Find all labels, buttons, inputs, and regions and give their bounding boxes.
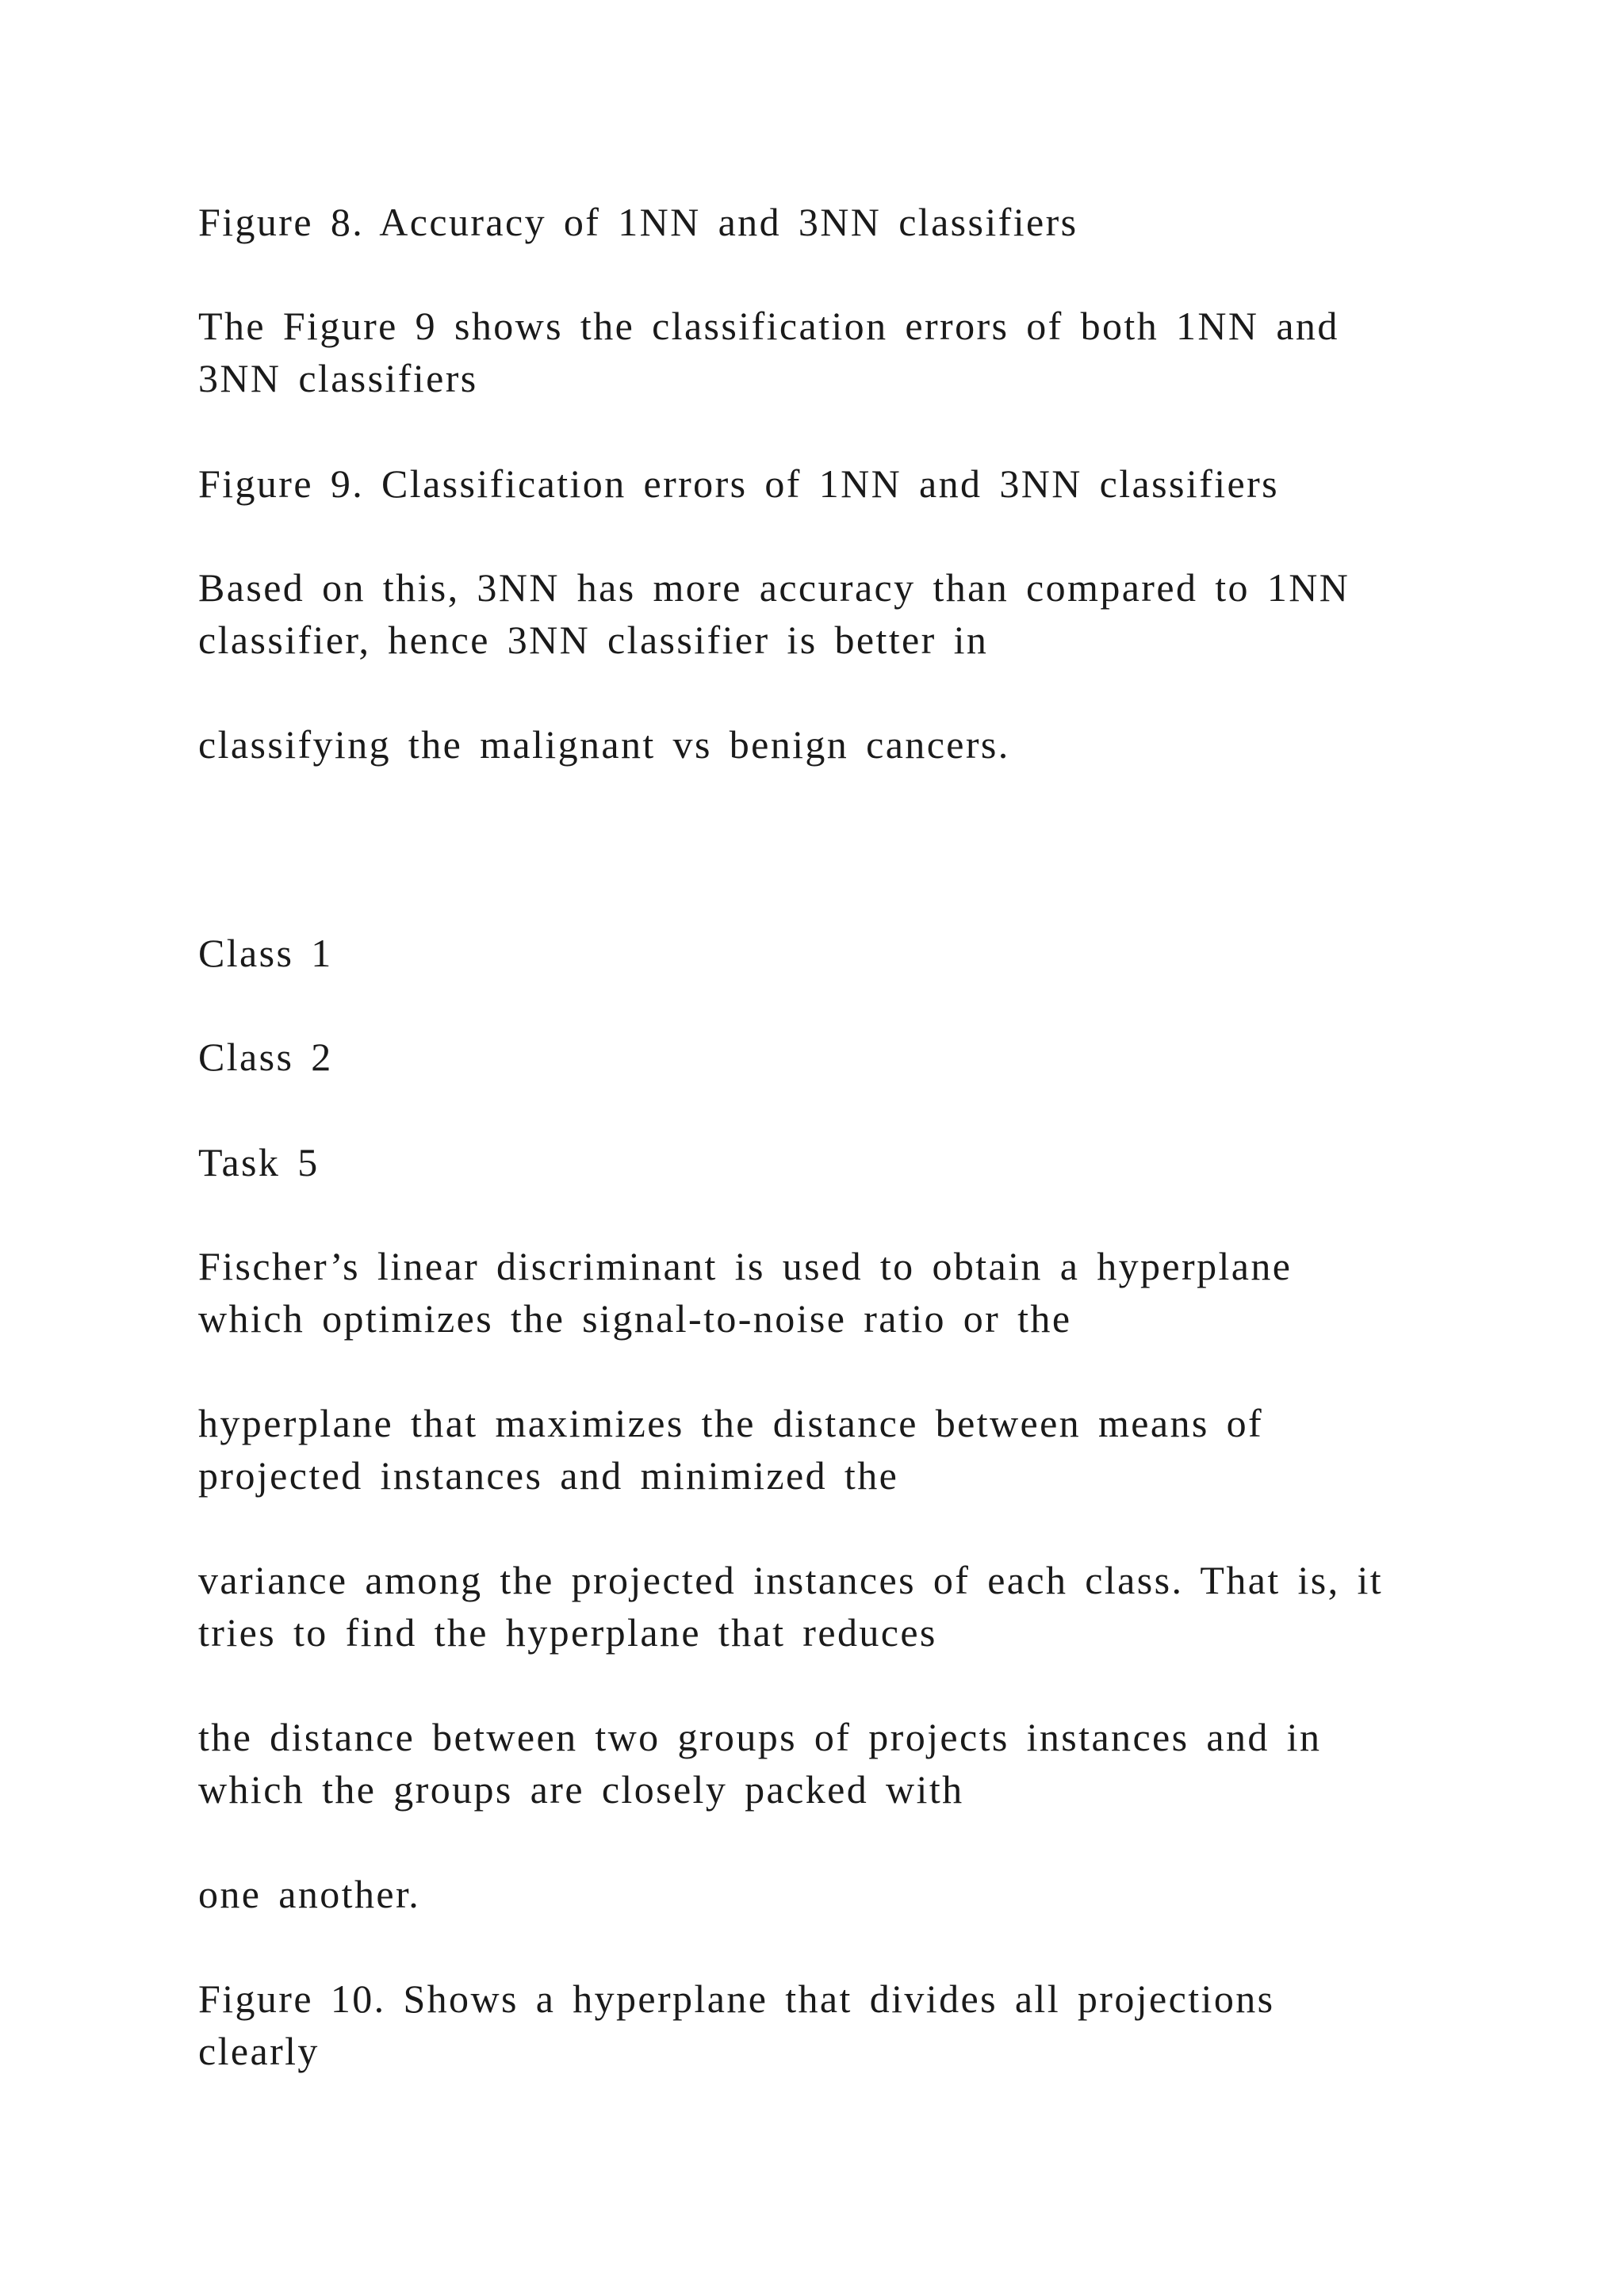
paragraph-line: classifier, hence 3NN classifier is better in xyxy=(198,618,989,662)
paragraph-line: 3NN classifiers xyxy=(198,356,478,400)
paragraph-line: Fischer’s linear discriminant is used to obtain a hyperplane xyxy=(198,1244,1293,1288)
paragraph-line: which the groups are closely packed with xyxy=(198,1767,964,1812)
paragraph-line: tries to find the hyperplane that reduces xyxy=(198,1610,937,1655)
figure-8-caption: Figure 8. Accuracy of 1NN and 3NN classifiers xyxy=(198,200,1078,244)
paragraph-line: hyperplane that maximizes the distance between means of xyxy=(198,1401,1264,1445)
paragraph-line: one another. xyxy=(198,1872,421,1916)
section-heading-task-5: Task 5 xyxy=(198,1140,320,1184)
paragraph-line: the distance between two groups of projects instances and in xyxy=(198,1715,1322,1759)
figure-10-caption: Figure 10. Shows a hyperplane that divides all projections xyxy=(198,1976,1275,2021)
figure-9-caption: Figure 9. Classification errors of 1NN and 3NN classifiers xyxy=(198,461,1279,506)
paragraph-line: Based on this, 3NN has more accuracy than compared to 1NN xyxy=(198,565,1350,610)
figure-10-caption-continued: clearly xyxy=(198,2029,320,2073)
paragraph-line: classifying the malignant vs benign cancers. xyxy=(198,722,1010,767)
paragraph-line: which optimizes the signal-to-noise ratio or the xyxy=(198,1296,1072,1341)
paragraph-line: The Figure 9 shows the classification errors of both 1NN and xyxy=(198,304,1339,348)
class-1-label: Class 1 xyxy=(198,931,333,975)
paragraph-line: variance among the projected instances of each class. That is, it xyxy=(198,1558,1384,1602)
class-2-label: Class 2 xyxy=(198,1035,333,1079)
paragraph-line: projected instances and minimized the xyxy=(198,1453,899,1498)
